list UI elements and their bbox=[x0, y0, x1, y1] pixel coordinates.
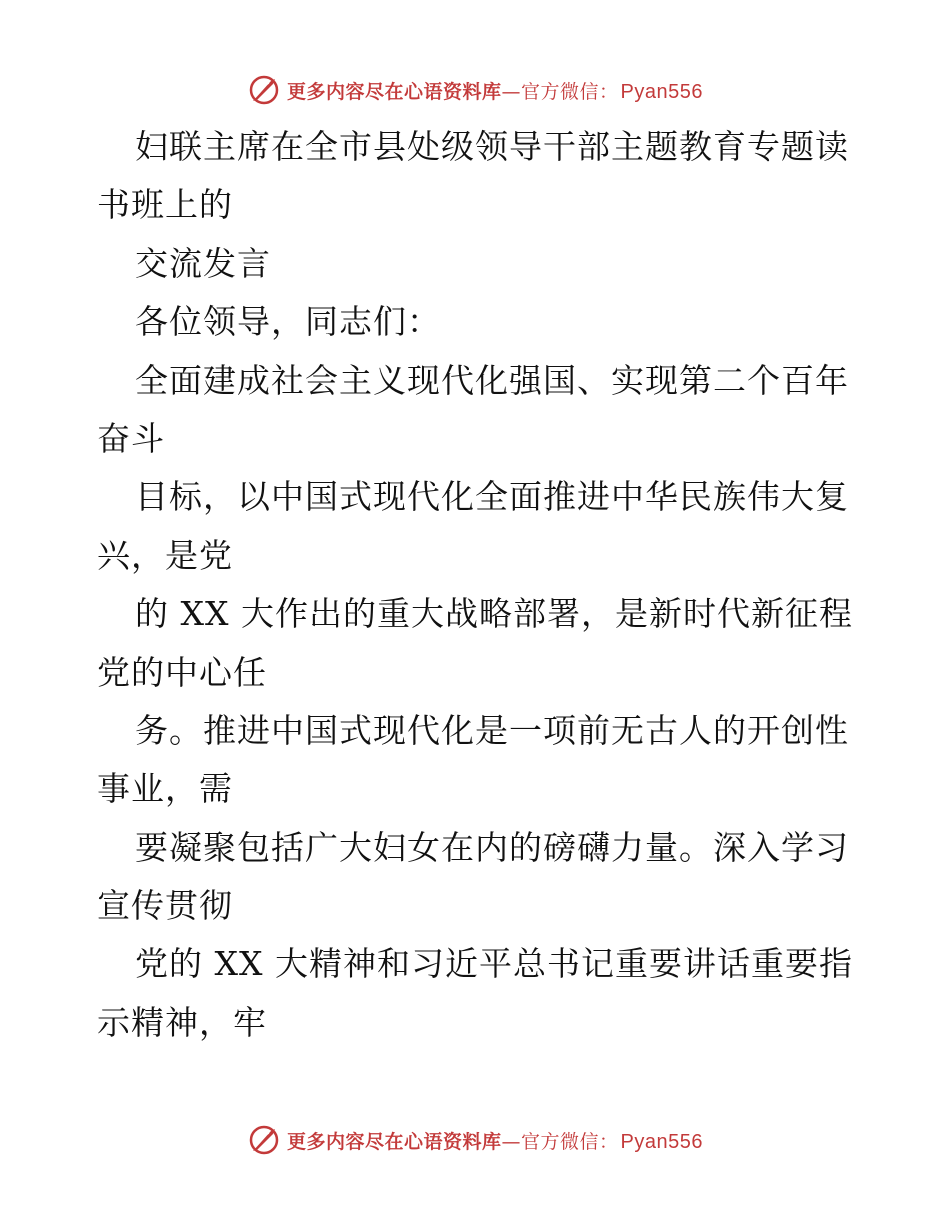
document-line: 示精神，牢 bbox=[97, 1002, 267, 1042]
document-line: 交流发言 bbox=[135, 243, 271, 283]
document-line: 目标，以中国式现代化全面推进中华民族伟大复 bbox=[135, 477, 849, 517]
document-line: 的 XX 大作出的重大战略部署，是新时代新征程 bbox=[135, 594, 853, 634]
banner-wechat-id: Pyan556 bbox=[620, 1130, 703, 1153]
document-line: 宣传贯彻 bbox=[97, 886, 233, 926]
document-line: 全面建成社会主义现代化强国、实现第二个百年 bbox=[135, 360, 849, 400]
banner-text bbox=[287, 77, 703, 104]
document-line: 各位领导，同志们： bbox=[135, 302, 441, 342]
quill-pen-logo-icon bbox=[247, 73, 281, 107]
document-line: 书班上的 bbox=[97, 185, 233, 225]
document-line: 党的中心任 bbox=[97, 652, 267, 692]
footer-banner bbox=[0, 1120, 950, 1160]
banner-wechat-label: 官方微信： bbox=[521, 1130, 619, 1153]
document-line: 务。推进中国式现代化是一项前无古人的开创性 bbox=[135, 710, 849, 750]
banner-library-text: 更多内容尽在心语资料库 bbox=[287, 1130, 502, 1153]
document-line: 要凝聚包括广大妇女在内的磅礴力量。深入学习 bbox=[135, 827, 849, 867]
document-line: 党的 XX 大精神和习近平总书记重要讲话重要指 bbox=[135, 944, 853, 984]
document-line: 奋斗 bbox=[97, 418, 165, 458]
document-line: 兴，是党 bbox=[97, 535, 233, 575]
banner-separator: — bbox=[501, 1130, 522, 1153]
banner-library-text: 更多内容尽在心语资料库 bbox=[287, 80, 502, 103]
banner-wechat-id: Pyan556 bbox=[620, 80, 703, 103]
header-banner bbox=[0, 70, 950, 110]
document-body bbox=[97, 118, 867, 1052]
document-line: 妇联主席在全市县处级领导干部主题教育专题读 bbox=[135, 127, 849, 166]
quill-pen-logo-icon bbox=[247, 1123, 281, 1157]
banner-wechat-label: 官方微信： bbox=[521, 80, 619, 103]
banner-separator: — bbox=[501, 80, 522, 103]
document-line: 事业，需 bbox=[97, 769, 233, 809]
banner-text bbox=[287, 1127, 703, 1154]
